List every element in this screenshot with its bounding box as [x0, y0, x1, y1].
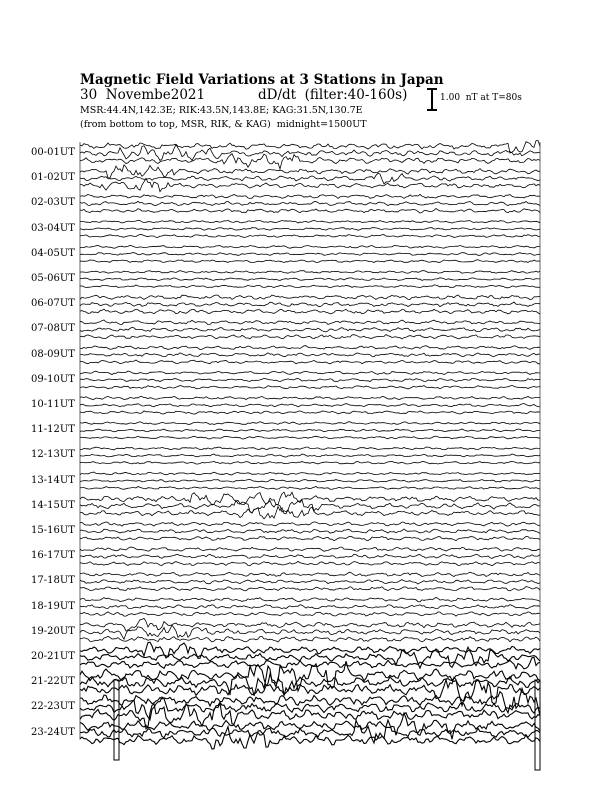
hour-label: 16-17UT [31, 550, 75, 562]
hour-label: 10-11UT [31, 399, 75, 410]
trace-msr-row-5 [80, 285, 540, 288]
trace-kag-row-9 [80, 371, 540, 375]
trace-msr-row-13 [80, 487, 540, 490]
trace-msr-row-11 [80, 436, 540, 439]
hour-label: 13-14UT [31, 474, 75, 486]
trace-kag-row-8 [80, 346, 540, 350]
trace-kag-row-20 [80, 642, 540, 658]
trace-kag-row-15 [80, 522, 540, 526]
trace-rik-row-9 [80, 378, 540, 381]
trace-rik-row-10 [80, 404, 540, 407]
station-order-note: (from bottom to top, MSR, RIK, & KAG) midnight=1500UT [80, 119, 367, 130]
trace-kag-row-17 [80, 572, 540, 576]
trace-kag-row-6 [80, 295, 540, 300]
hour-label: 17-18UT [31, 575, 75, 587]
trace-rik-row-12 [80, 454, 540, 457]
hour-label: 23-24UT [31, 726, 75, 738]
trace-msr-row-18 [80, 612, 540, 616]
trace-kag-row-13 [80, 472, 540, 475]
trace-msr-row-4 [80, 260, 540, 263]
trace-kag-row-2 [80, 194, 540, 198]
trace-kag-row-7 [80, 320, 540, 325]
trace-msr-row-19 [80, 636, 540, 642]
trace-rik-row-17 [80, 580, 540, 584]
trace-msr-row-6 [80, 309, 540, 314]
trace-kag-row-1 [80, 165, 540, 178]
trace-rik-row-11 [80, 429, 540, 432]
trace-rik-row-15 [80, 529, 540, 534]
trace-kag-row-4 [80, 245, 540, 248]
hour-label: 07-08UT [31, 323, 75, 335]
trace-msr-row-8 [80, 360, 540, 364]
trace-kag-row-10 [80, 396, 540, 399]
hour-label: 11-12UT [31, 424, 75, 436]
trace-msr-row-14 [80, 507, 540, 519]
trace-kag-row-18 [80, 597, 540, 601]
trace-rik-row-8 [80, 353, 540, 357]
hour-label: 01-02UT [31, 172, 75, 184]
trace-rik-row-14 [80, 500, 540, 513]
trace-msr-row-1 [80, 178, 540, 191]
trace-kag-row-5 [80, 271, 540, 274]
hour-label: 12-13UT [31, 449, 75, 461]
trace-kag-row-0 [80, 141, 540, 154]
hour-label: 18-19UT [31, 600, 75, 612]
hour-label: 02-03UT [31, 197, 75, 209]
trace-msr-row-2 [80, 209, 540, 214]
trace-msr-row-9 [80, 385, 540, 389]
hour-label: 14-15UT [31, 499, 75, 511]
hour-label: 04-05UT [31, 247, 75, 259]
hour-label: 21-22UT [31, 676, 75, 688]
trace-rik-row-18 [80, 605, 540, 609]
large-excursion-2 [535, 680, 540, 770]
trace-rik-row-21 [80, 666, 540, 696]
chart-title: Magnetic Field Variations at 3 Stations in Japan [80, 72, 444, 88]
trace-rik-row-13 [80, 479, 540, 482]
hour-label: 05-06UT [31, 273, 75, 284]
hour-label: 03-04UT [31, 222, 75, 234]
scale-label: 1.00 nT at T=80s [440, 93, 522, 103]
trace-msr-row-3 [80, 234, 540, 237]
hour-label: 19-20UT [31, 625, 75, 637]
trace-msr-row-7 [80, 335, 540, 339]
hour-label: 20-21UT [31, 651, 75, 662]
hour-label: 09-10UT [31, 373, 75, 385]
trace-rik-row-4 [80, 253, 540, 256]
trace-kag-row-19 [80, 618, 540, 631]
trace-rik-row-3 [80, 228, 540, 231]
trace-msr-row-17 [80, 587, 540, 591]
trace-kag-row-12 [80, 447, 540, 450]
trace-rik-row-6 [80, 302, 540, 307]
chart-quantity: dD/dt (filter:40-160s) [258, 87, 408, 103]
trace-msr-row-12 [80, 461, 540, 464]
trace-rik-row-0 [80, 145, 540, 161]
trace-rik-row-5 [80, 278, 540, 281]
hour-label: 00-01UT [31, 147, 75, 158]
hour-label: 22-23UT [31, 701, 75, 713]
trace-kag-row-14 [80, 492, 540, 505]
trace-msr-row-10 [80, 411, 540, 414]
trace-msr-row-23 [80, 727, 540, 749]
hour-label: 06-07UT [31, 298, 75, 310]
hour-label: 15-16UT [31, 525, 75, 536]
trace-rik-row-2 [80, 201, 540, 205]
trace-msr-row-16 [80, 561, 540, 565]
station-coordinates: MSR:44.4N,142.3E; RIK:43.5N,143.8E; KAG:31.5N,130.7E [80, 105, 363, 116]
trace-kag-row-3 [80, 220, 540, 223]
trace-kag-row-11 [80, 422, 540, 425]
trace-rik-row-7 [80, 327, 540, 332]
chart-date: 30 Novembe2021 [80, 87, 206, 103]
trace-kag-row-16 [80, 547, 540, 551]
hour-label: 08-09UT [31, 348, 75, 360]
trace-rik-row-16 [80, 554, 540, 558]
trace-msr-row-15 [80, 536, 540, 540]
